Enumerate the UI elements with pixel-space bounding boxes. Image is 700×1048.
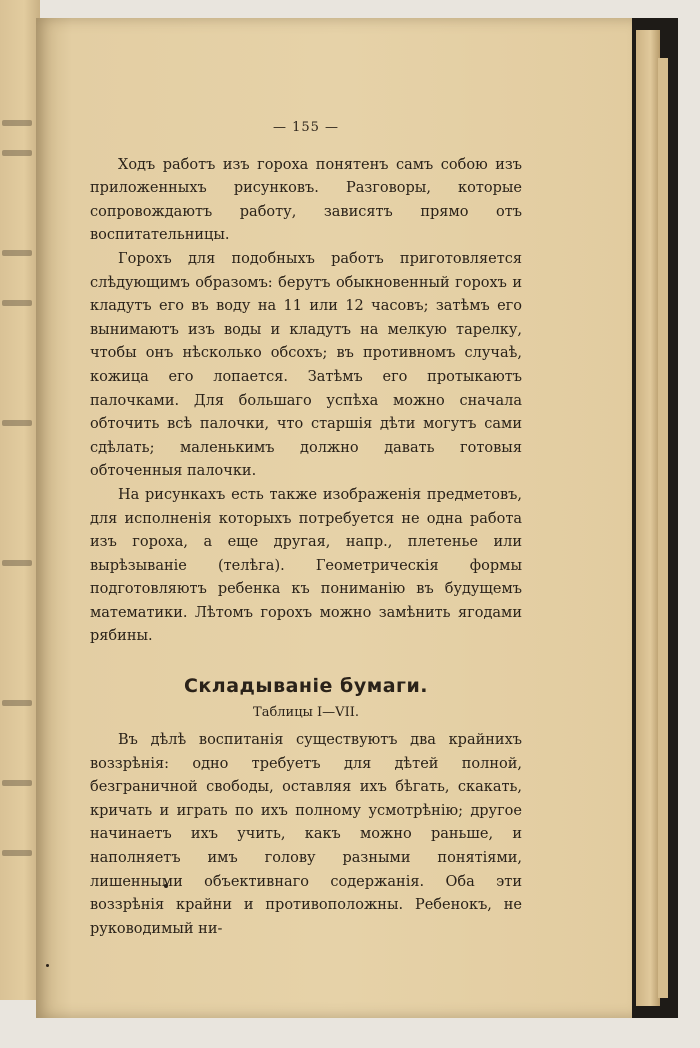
section-heading: Складываніе бумаги. (183, 675, 429, 698)
paragraph-1: Ходъ работъ изъ гороха понятенъ самъ собою изъ приложенныхъ рисунковъ. Разговоры, которые сопровождаютъ работу, зависятъ прямо отъ воспитательницы. (90, 156, 522, 244)
bleed-through-line (2, 420, 32, 426)
bleed-through-line (2, 300, 32, 306)
book-cover-edge (632, 18, 678, 1018)
bleed-through-line (2, 560, 32, 566)
previous-page-edge (0, 0, 40, 1000)
bleed-through-line (2, 700, 32, 706)
section-paragraph: Въ дѣлѣ воспитанія существуютъ два крайнихъ воззрѣнія: одно требуетъ для дѣтей полной, безграничной свободы, оставляя ихъ бѣгать, скакать, кричать и играть по ихъ полному усмотрѣнію; другое начинаетъ ихъ учить, какъ можно раньше, и наполняетъ имъ голову разными понятіями, лишенными объективнаго содержанія. Оба эти воззрѣнія крайни и противоположны. Ребенокъ, не руководимый ни- (90, 732, 522, 937)
section-subheading: Таблицы I—VII. (253, 705, 359, 721)
page-number: — 155 — (272, 120, 340, 135)
bleed-through-line (2, 250, 32, 256)
bleed-through-line (2, 850, 32, 856)
cover-band (658, 58, 668, 998)
paragraph-2: Горохъ для подобныхъ работъ приготовляется слѣдующимъ образомъ: берутъ обыкновенный горохъ и кладутъ его въ воду на 11 или 12 часовъ; затѣмъ его вынимаютъ изъ воды и кладутъ на мелкую тарелку, чтобы онъ нѣсколько обсохъ; въ противномъ случаѣ, кожица его лопается. Затѣмъ его протыкаютъ палочками. Для большаго успѣха можно сначала обточить всѣ палочки, что старшія дѣти могутъ сами сдѣлать; маленькимъ должно давать готовыя обточенныя палочки. (90, 250, 522, 480)
page-block-edge (636, 30, 660, 1006)
bleed-through-line (2, 120, 32, 126)
paragraph-3: На рисункахъ есть также изображенія предметовъ, для исполненія которыхъ потребуется не одна работа изъ гороха, а еще другая, напр., плетенье или вырѣзываніе (телѣга). Геометрическія формы подготовляютъ ребенка къ пониманію въ будущемъ математики. Лѣтомъ горохъ можно замѣнить ягодами рябины. (90, 486, 522, 645)
bleed-through-line (2, 150, 32, 156)
ink-speck (46, 964, 49, 967)
page-text (90, 116, 522, 941)
bleed-through-line (2, 780, 32, 786)
